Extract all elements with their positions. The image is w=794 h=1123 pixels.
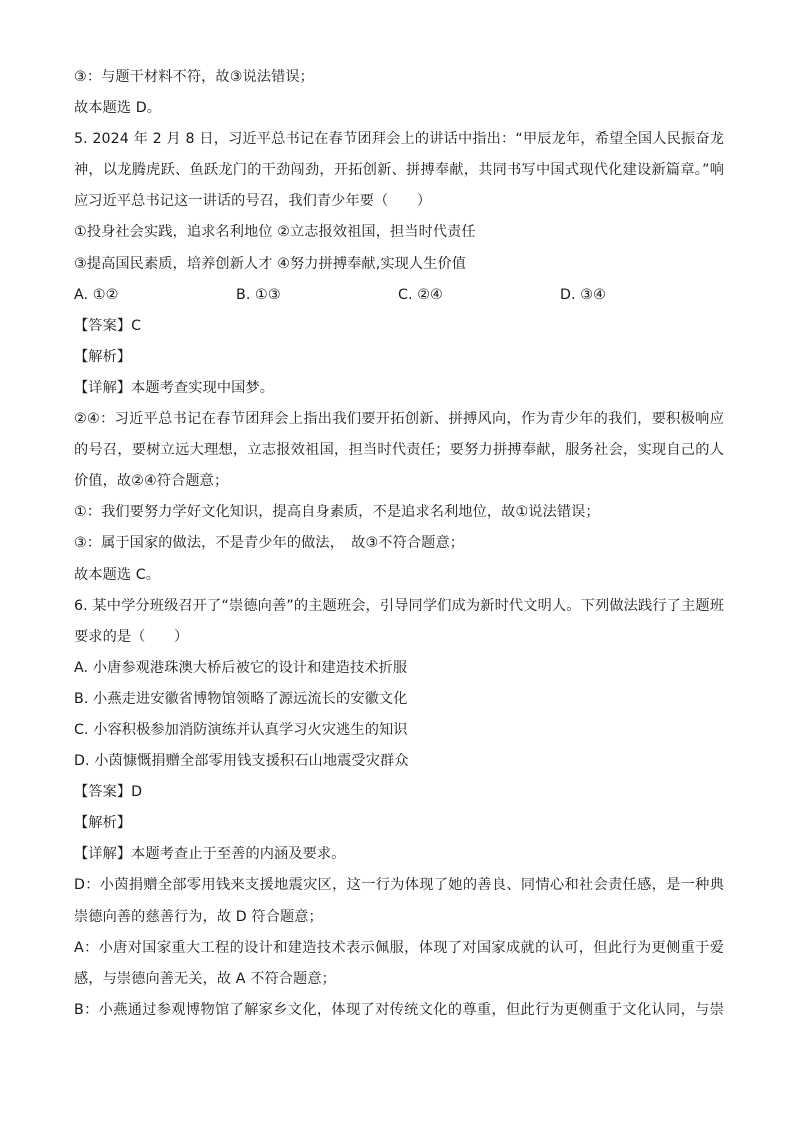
question-6-option-c: C. 小容积极参加消防演练并认真学习火灾逃生的知识 (74, 721, 408, 738)
answer-label: 【答案】C (74, 317, 142, 334)
detail-line: 感，与崇德向善无关，故 A 不符合题意； (74, 970, 336, 987)
question-5-stem-line: 应习近平总书记这一讲话的号召，我们青少年要（ ） (74, 193, 432, 210)
option-c: C. ②④ (398, 286, 443, 303)
analysis-label: 【解析】 (74, 348, 132, 365)
document-page (74, 62, 724, 1026)
question-6-stem-line: 要求的是（ ） (74, 628, 189, 645)
detail-line: 的号召，要树立远大理想，立志报效祖国，担当时代责任；要努力拼搏奉献，服务社会，实现自己的人 (74, 442, 724, 459)
detail-line: ②④：习近平总书记在春节团拜会上指出我们要开拓创新、拼搏风向，作为青少年的我们，要积极响应 (74, 411, 724, 428)
detail-line: 崇德向善的慈善行为，故 D 符合题意； (74, 908, 323, 925)
detail-line: ①：我们要努力学好文化知识，提高自身素质，不是追求名利地位，故①说法错误； (74, 504, 600, 521)
detail-line: 【详解】本题考查实现中国梦。 (74, 379, 275, 396)
question-5-stem-line: 神，以龙腾虎跃、鱼跃龙门的干劲闯劲，开拓创新、拼搏奉献，共同书写中国式现代化建设新篇章。”响 (74, 162, 724, 179)
question-5-statement: ③提高国民素质，培养创新人才 ④努力拼搏奉献,实现人生价值 (74, 255, 467, 272)
detail-line: A：小唐对国家重大工程的设计和建造技术表示佩服，体现了对国家成就的认可，但此行为更侧重于爱 (74, 939, 724, 956)
detail-line: 价值，故②④符合题意； (74, 473, 229, 490)
text-line: 故本题选 D。 (74, 100, 162, 117)
option-d: D. ③④ (560, 286, 606, 303)
option-a: A. ①② (74, 286, 119, 303)
question-5-stem-line: 5. 2024 年 2 月 8 日，习近平总书记在春节团拜会上的讲话中指出：“甲辰龙年，希望全国人民振奋龙 (74, 131, 724, 148)
detail-line: 【详解】本题考查止于至善的内涵及要求。 (74, 846, 346, 863)
detail-line: D：小茵捐赠全部零用钱来支援地震灾区，这一行为体现了她的善良、同情心和社会责任感，是一种典 (74, 877, 724, 894)
option-b: B. ①③ (236, 286, 281, 303)
question-5-statement: ①投身社会实践，追求名利地位 ②立志报效祖国，担当时代责任 (74, 224, 476, 241)
question-6-option-b: B. 小燕走进安徽省博物馆领略了源远流长的安徽文化 (74, 690, 408, 707)
text-line: 故本题选 C。 (74, 566, 161, 583)
detail-line: ③：属于国家的做法，不是青少年的做法， 故③不符合题意； (74, 535, 465, 552)
question-6-option-a: A. 小唐参观港珠澳大桥后被它的设计和建造技术折服 (74, 659, 408, 676)
answer-label: 【答案】D (74, 784, 143, 801)
question-5-options (74, 280, 724, 311)
text-line: ③：与题干材料不符，故③说法错误； (74, 69, 314, 85)
analysis-label: 【解析】 (74, 815, 132, 832)
detail-line: B：小燕通过参观博物馆了解家乡文化，体现了对传统文化的尊重，但此行为更侧重于文化认同，与崇 (74, 1001, 724, 1018)
question-6-option-d: D. 小茵慷慨捐赠全部零用钱支援积石山地震受灾群众 (74, 753, 409, 770)
question-6-stem-line: 6. 某中学分班级召开了“崇德向善”的主题班会，引导同学们成为新时代文明人。下列做法践行了主题班 (74, 597, 724, 614)
